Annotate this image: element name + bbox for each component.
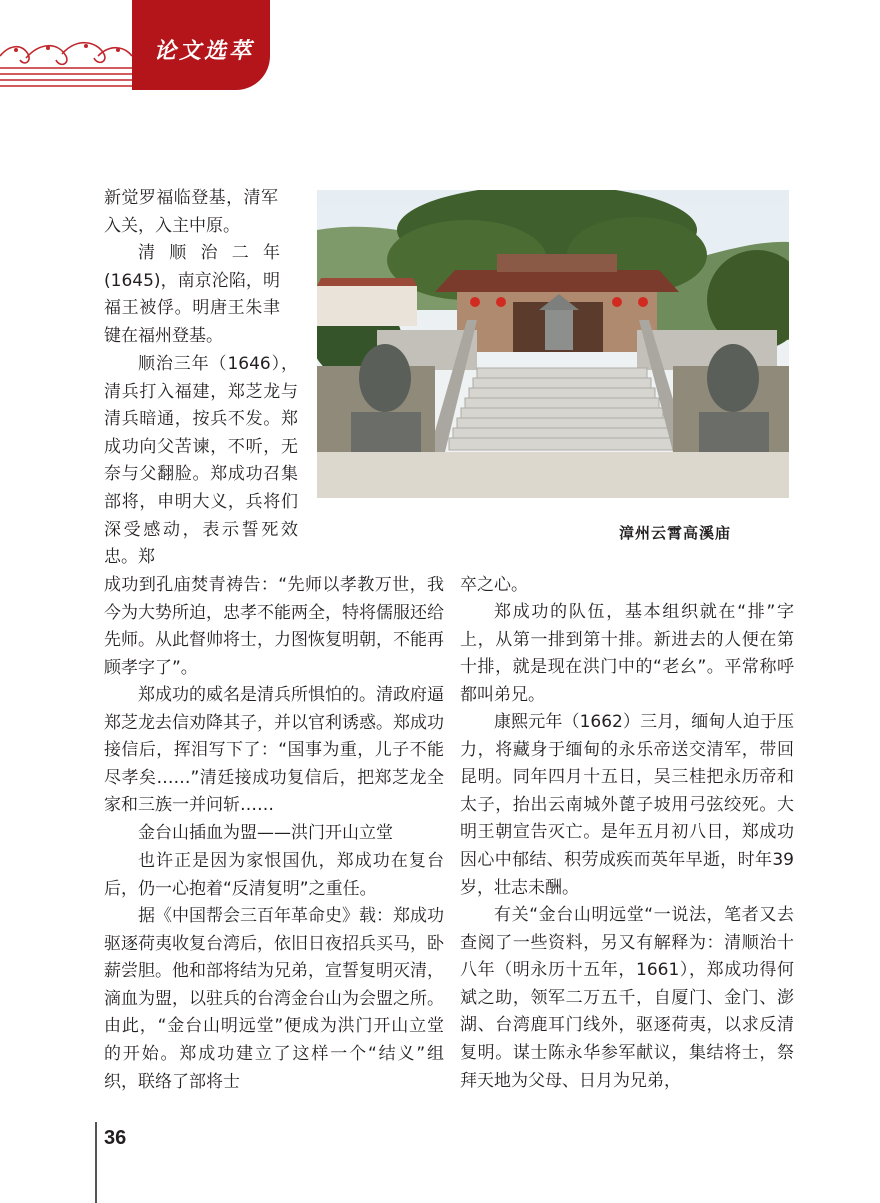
page-number: 36 bbox=[104, 1127, 127, 1149]
right-paragraph-3: 康熙元年（1662）三月，缅甸人迫于压力，将藏身于缅甸的永乐帝送交清军，带回昆明。同年四月十五日，吴三桂把永历帝和太子，抬出云南城外蓖子坡用弓弦绞死。大明王朝宣告灭亡。是年五月初八日，郑成功因心中郁结、积劳成疾而英年早逝，时年39岁，壮志未酬。 bbox=[460, 712, 794, 898]
subheading: 金台山插血为盟——洪门开山立堂 bbox=[138, 823, 393, 843]
left-paragraph-3: 顺治三年（1646），清兵打入福建，郑芝龙与清兵暗通，按兵不发。郑成功向父苦谏，不听，无奈与父翻脸。郑成功召集部将，申明大义，兵将们深受感动，表示誓死效忠。郑 bbox=[104, 354, 298, 568]
margin-rule bbox=[95, 1122, 97, 1203]
left-paragraph-4: 成功到孔庙焚青祷告：“先师以孝教万世，我今为大势所迫，忠孝不能两全，特将儒服还给先师。从此督帅将士，力图恢复明朝，不能再顾孝字了”。 bbox=[104, 575, 444, 678]
left-paragraph-1: 新觉罗福临登基，清军入关，入主中原。 bbox=[104, 188, 278, 236]
right-paragraph-4: 有关“金台山明远堂“一说法，笔者又去查阅了一些资料，另又有解释为：清顺治十八年（明永历十五年，1661），郑成功得何斌之助，领军二万五千，自厦门、金门、澎湖、台湾鹿耳门线外，驱逐荷夷，以求反清复明。谋士陈永华参军献议，集结将士，祭拜天地为父母、日月为兄弟， bbox=[460, 905, 794, 1091]
left-paragraph-5: 郑成功的威名是清兵所惧怕的。清政府逼郑芝龙去信劝降其子，并以官利诱惑。郑成功接信后，挥泪写下了：“国事为重，儿子不能尽孝矣……”清廷接成功复信后，把郑芝龙全家和三族一并问斩…… bbox=[104, 685, 444, 816]
section-title: 论文选萃 bbox=[154, 39, 255, 64]
left-paragraph-6: 也许正是因为家恨国仇，郑成功在复台后，仍一心抱着“反清复明”之重任。 bbox=[104, 851, 444, 899]
wave-pattern-icon bbox=[0, 36, 132, 92]
left-paragraph-7: 据《中国帮会三百年革命史》载：郑成功驱逐荷夷收复台湾后，依旧日夜招兵买马，卧薪尝胆。他和部将结为兄弟，宣誓复明灭清，滴血为盟，以驻兵的台湾金台山为会盟之所。由此，“金台山明远堂”便成为洪门开山立堂的开始。郑成功建立了这样一个“结义”组织，联络了部将士 bbox=[104, 906, 444, 1092]
photo-caption: 漳州云霄高溪庙 bbox=[619, 524, 732, 542]
section-tab bbox=[132, 0, 270, 90]
left-paragraph-2: 清顺治二年(1645)，南京沦陷，明福王被俘。明唐王朱聿键在福州登基。 bbox=[104, 243, 280, 346]
right-paragraph-1: 卒之心。 bbox=[460, 575, 528, 595]
right-paragraph-2: 郑成功的队伍，基本组织就在“排”字上，从第一排到第十排。新进去的人便在第十排，就是现在洪门中的“老幺”。平常称呼都叫弟兄。 bbox=[460, 602, 794, 705]
temple-photo bbox=[317, 190, 789, 498]
